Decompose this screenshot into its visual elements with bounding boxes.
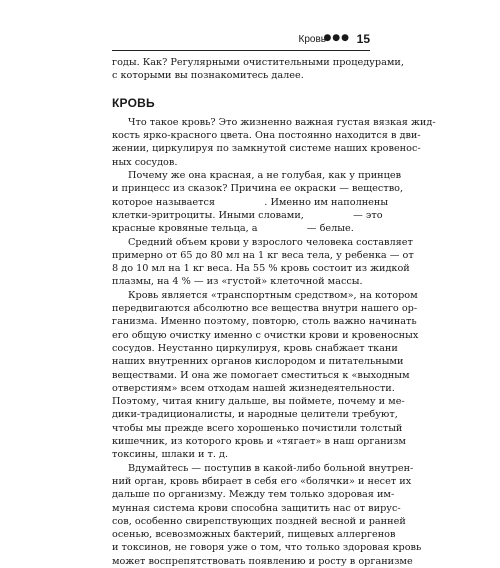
text-line: Почему же она красная, а не голубая, как у принцев — [128, 170, 402, 182]
running-header — [112, 34, 370, 51]
text-line: дики-традиционалисты, и народные целители требуют, — [112, 409, 398, 421]
text-line: токсины, шлаки и т. д. — [112, 449, 229, 461]
text-line: сов, особенно свирепствующих поздней весной и ранней — [112, 515, 406, 527]
text-line: веществами. И она же помогает сместиться к «выходным — [112, 369, 410, 381]
paragraph-2 — [112, 169, 404, 235]
text-line: осенью, всевозможных бактерий, пищевых аллергенов — [112, 529, 396, 541]
text-line: Вдумайтесь — поступив в какой-либо больной внутрен- — [128, 462, 414, 474]
text-line: кость ярко-красного цвета. Она постоянно находится в дви- — [112, 130, 421, 142]
paragraph-3 — [112, 236, 414, 289]
text-line: передвигаются абсолютно все вещества внутри нашего ор- — [112, 303, 418, 315]
paragraph-4 — [112, 289, 419, 462]
text-line: наших внутренних органов кислородом и питательными — [112, 356, 404, 368]
text-line: жении, циркулируя по замкнутой системе наших кровенос- — [112, 143, 421, 155]
text-line: сосудов. Неустанно циркулируя, кровь снабжает ткани — [112, 342, 398, 354]
page-number: 15 — [356, 32, 370, 46]
text-line: ний орган, кровь вбирает в себя его «болячки» и несет их — [112, 475, 412, 487]
text-line: чтобы мы прежде всего хорошенько почистили толстый — [112, 422, 403, 434]
text-line: отверстиям» всем отходам нашей жизнедеятельности. — [112, 382, 395, 394]
text-line: которое называется . Именно им наполнены — [112, 196, 389, 208]
intro-text — [112, 56, 404, 83]
text-line: примерно от 65 до 80 мл на 1 кг веса тела, у ребенка — от — [112, 249, 414, 261]
text-line: ных сосудов. — [112, 156, 178, 168]
text-line: плазмы, на 4 % — из «густой» клеточной массы. — [112, 276, 363, 288]
text-line: кишечник, из которого кровь и «тягает» в наш организм — [112, 436, 406, 448]
text-line: и токсинов, не говоря уже о том, что только здоровая кровь — [112, 542, 422, 554]
text-line: годы. Как? Регулярными очистительными процедурами, — [112, 57, 404, 68]
text-line: может воспрепятствовать появлению и росту в организме — [112, 555, 413, 567]
text-line: с которыми вы познакомитесь далее. — [112, 70, 304, 82]
text-line: ганизма. Именно поэтому, повторю, столь важно начинать — [112, 316, 417, 328]
text-line: и принцесс из сказок? Причина ее окраски — вещество, — [112, 183, 404, 195]
header-dots-ornament: ●●● — [323, 33, 350, 43]
text-line: дальше по организму. Между тем только здоровая им- — [112, 489, 395, 501]
text-line: 8 до 10 мл на 1 кг веса. На 55 % кровь состоит из жидкой — [112, 263, 410, 275]
paragraph-5 — [112, 462, 422, 568]
text-line: мунная система крови способна защитить нас от вирус- — [112, 502, 401, 514]
section-title: Кровь — [298, 34, 326, 45]
page-body — [112, 56, 436, 568]
text-line: красные кровяные тельца, а — белые. — [112, 223, 354, 235]
text-line: клетки-эритроциты. Иными словами, — это — [112, 209, 383, 221]
text-line: Средний объем крови у взрослого человека составляет — [128, 236, 413, 248]
paragraph-1 — [112, 116, 436, 169]
text-line: Поэтому, читая книгу дальше, вы поймете, почему и ме- — [112, 396, 405, 408]
text-line: его общую очистку именно с очистки крови и кровеносных — [112, 329, 419, 341]
text-line: Что такое кровь? Это жизненно важная густая вязкая жид- — [128, 116, 436, 128]
text-line: Кровь является «транспортным средством», на котором — [128, 289, 418, 301]
section-heading: КРОВЬ — [112, 95, 155, 110]
